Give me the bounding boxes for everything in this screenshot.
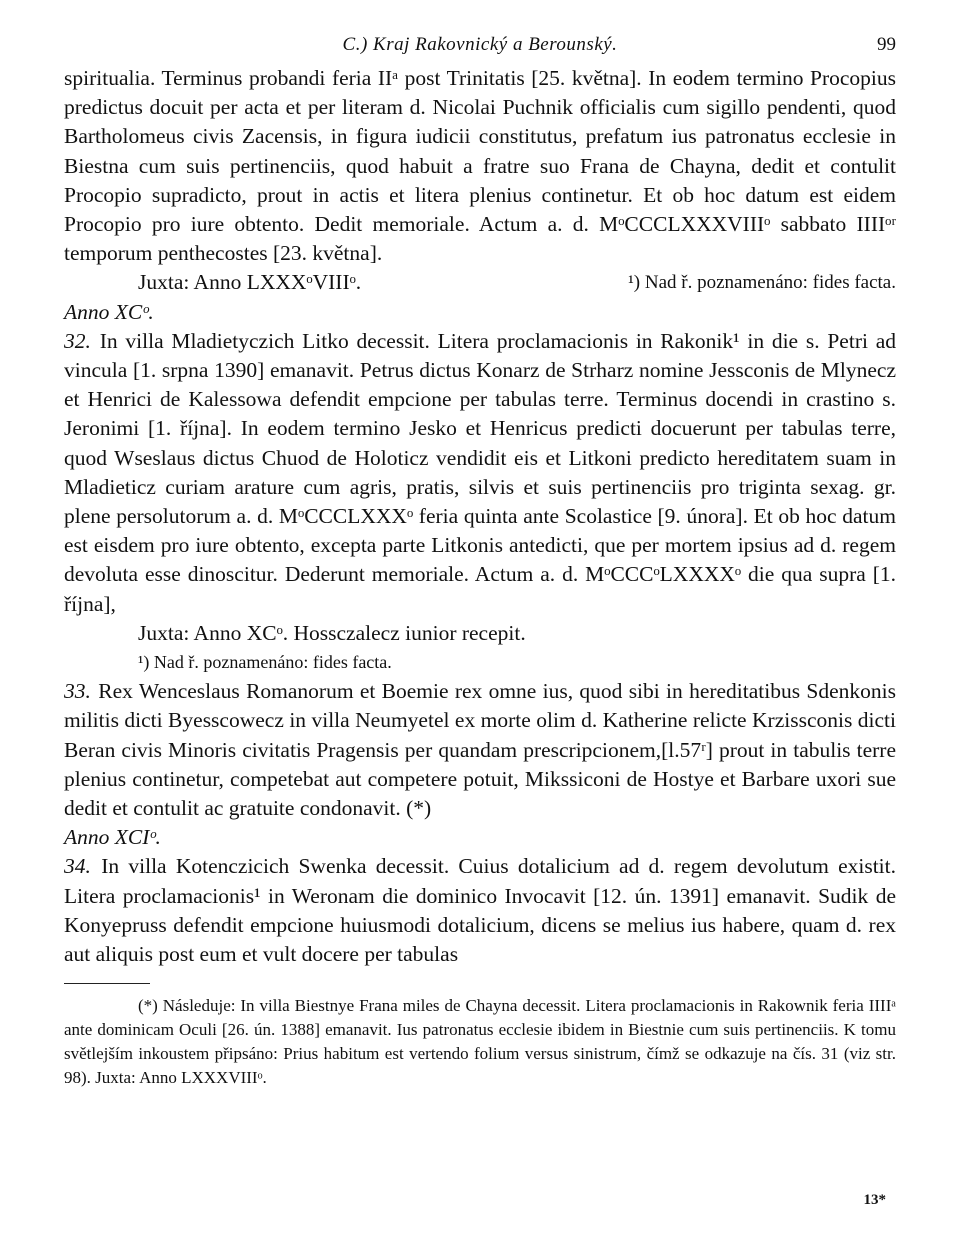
footnotes <box>64 983 896 1090</box>
year-heading-2: Anno XCIᵒ. <box>64 825 161 850</box>
entry-text-33: Rex Wenceslaus Romanorum et Boemie rex omne ius, quod sibi in hereditatibus Sdenkonis militis dicti Byesscowecz in villa Neumyetel ex morte olim d. Katherine relicte Krzissconis dicti Beran civis Minoris civitatis Pragensis per quandam prescripcionem,[l.57ʳ] prout in tabulis terre plenius continetur, competebat aut competere potuit, Mikssiconi de Hostye et Barbare uxori sue dedit et contulit ac gratuite condonavit. (*) <box>64 679 896 821</box>
signature-mark: 13* <box>863 1192 886 1208</box>
entry-34 <box>64 852 896 969</box>
entry-33 <box>64 677 896 823</box>
body-text <box>64 64 896 969</box>
running-head: C.) Kraj Rakovnický a Berounský. <box>342 34 618 55</box>
entry-number-32: 32. <box>64 328 91 353</box>
entry-number-34: 34. <box>64 854 91 879</box>
year-heading-1: Anno XCᵒ. <box>64 299 154 324</box>
footnote-text: (*) Následuje: In villa Biestnye Frana miles de Chayna decessit. Litera proclamacionis in Rakownik feria IIIIᵃ ante dominicam Oculi [26. ún. 1388] emanavit. Ius patronatus ecclesie ibidem in Biestnie cum suis pertinenciis. K tomu světlejším inkoustem připsáno: Prius habitum est vertendo folium versus sinistrum, čímž se odkazuje na čís. 31 (viz str. 98). Juxta: Anno LXXXVIIIᵒ. <box>64 996 896 1088</box>
juxta-note-1: Juxta: Anno LXXXᵒVIIIᵒ. <box>138 270 362 295</box>
paragraph-1: spiritualia. Terminus probandi feria IIᵃ post Trinitatis [25. května]. In eodem termino Procopius predictus docuit per acta et per literam d. Nicolai Puchnik officialis cum sigillo pendenti, quod Bartholomeus civis Zacensis, in figura iudicii constitutus, prefatum ius patronatus ecclesie in Biestna cum suis pertinenciis, quod habuit a fratre suo Frana de Chayna, dedit et contulit Procopio supradicto, prout in actis et litera plenius continetur. Et ob hoc datum est eidem Procopio pro iure obtento. Dedit memoriale. Actum a. d. MᵒCCCLXXXVIIIᵒ sabbato IIIIᵒʳ temporum penthecostes [23. května]. <box>64 66 896 266</box>
entry-number-33: 33. <box>64 679 91 704</box>
juxta-note-2: Juxta: Anno XCᵒ. Hossczalecz iunior recepit. <box>138 620 526 645</box>
margin-note-1: ¹) Nad ř. poznamenáno: fides facta. <box>628 272 896 294</box>
page-number: 99 <box>877 34 896 55</box>
entry-text-34: In villa Kotenczicich Swenka decessit. Cuius dotalicium ad d. regem devolutum existit. Litera proclamacionis¹ in Weronam die dominico Invocavit [12. ún. 1391] emanavit. Sudik de Konyepruss defendit empcione huiusmodi dotalicium, dicens se melius ius habere, quam d. rex aut aliquis post eum et vult docere per tabulas <box>64 854 896 967</box>
page <box>64 34 896 1090</box>
entry-32 <box>64 327 896 619</box>
margin-note-2: ¹) Nad ř. poznamenáno: fides facta. <box>138 652 392 673</box>
juxta-line-1 <box>64 268 896 297</box>
entry-text-32: In villa Mladietyczich Litko decessit. Litera proclamacionis in Rakonik¹ in die s. Petri ad vincula [1. srpna 1390] emanavit. Petrus dictus Konarz de Strharz nomine Jessconis de Mlynecz et Henrici de Kalessowa defendit empcione per tabulas terre. Terminus docendi in crastino s. Jeronimi [1. října]. In eodem termino Jesko et Henricus predicti docuerunt per tabulas terre, quod Wseslaus dictus Chuod de Holoticz vendidit eis et Litkoni predicto hereditatem suam in Mladieticz curiam arature cum agris, pratis, silvis et suis pertinenciis pro triginta sexag. gr. plene persolutorum a. d. MᵒCCCLXXXᵒ feria quinta ante Scolastice [9. února]. Et ob hoc datum est eisdem pro iure obtento, excepta parte Litkonis antedicti, que per mortem ipsius ad d. regem devoluta esse dinoscitur. Dederunt memoriale. Actum a. d. MᵒCCCᵒLXXXXᵒ die qua supra [1. října], <box>64 328 897 616</box>
footnote-rule <box>64 983 150 984</box>
page-header <box>64 34 896 64</box>
juxta-line-2 <box>64 619 896 648</box>
